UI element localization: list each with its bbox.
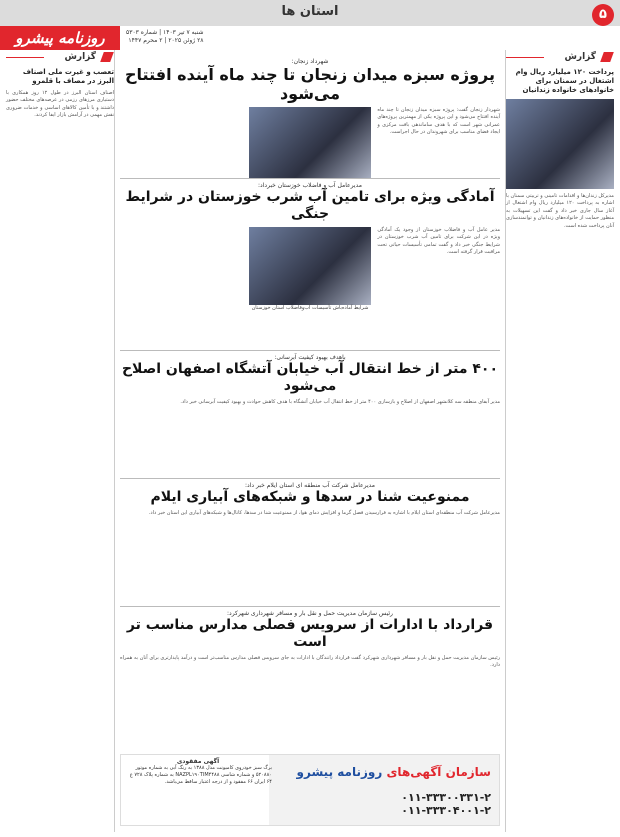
ad-title bbox=[297, 765, 491, 779]
sewing-workshop-photo bbox=[506, 99, 614, 189]
page-number: ۵ bbox=[592, 4, 614, 26]
story-body: مدیرعامل شرکت آب منطقه‌ای استان ایلام با اشاره به فرارسیدن فصل گرما و افزایش دمای هوا، از ممنوعیت شنا در سدها، کانال‌ها و شبکه‌های آبیاری این استان خبر داد. bbox=[148, 510, 500, 516]
story-khuzestan bbox=[120, 182, 500, 311]
story-body: مدیر آبفای منطقه سه کلانشهر اصفهان از اصلاح و بازسازی ۴۰۰ متر از خط انتقال آب خیابان آتشگاه با هدف کاهش حوادث و بهبود کیفیت آبرسانی خبر داد. bbox=[180, 399, 500, 405]
story-zanjan bbox=[120, 58, 500, 179]
report-tag-label: گزارش bbox=[564, 52, 596, 62]
story-divider bbox=[120, 178, 500, 179]
right-column-body: مدیرکل زندان‌ها و اقدامات تامینی و تربیتی سمنان با اشاره به پرداخت ۱۲۰ میلیارد ریال وام اشتغال از آغاز سال جاری خبر داد و گفت این تسهیلات به منظور حمایت از خانواده‌های زندانیان و توانمندسازی آنان پرداخت شده است. bbox=[506, 193, 614, 229]
tag-icon bbox=[100, 52, 114, 62]
photo-caption: شرایط آماده‌باش تأسیسات آب‌وفاضلاب استان خوزستان bbox=[251, 305, 369, 311]
advertisement-box bbox=[120, 754, 500, 826]
official-portrait-photo bbox=[249, 227, 372, 305]
story-body: رئیس سازمان مدیریت حمل و نقل بار و مسافر شهرداری شهرکرد گفت قرارداد رانندگان با ادارات به جای سرویس فصلی مدارس مناسب‌تر است و درآمد پایدارتری برای آنان به همراه دارد. bbox=[120, 655, 500, 669]
main-stories bbox=[120, 50, 500, 832]
issue-date-line-2: ۲۸ ژوئن ۲۰۲۵ | ۲ محرم ۱۴۴۷ bbox=[128, 37, 204, 44]
story-body-row bbox=[120, 107, 500, 179]
right-column bbox=[505, 50, 614, 832]
story-body-continued bbox=[120, 227, 243, 311]
story-headline: پروژه سبزه میدان زنجان تا چند ماه آینده افتتاح می‌شود bbox=[125, 65, 495, 103]
page-header bbox=[0, 0, 620, 52]
ad-title-b: روزنامه پیشرو bbox=[296, 765, 383, 779]
right-column-headline: پرداخت ۱۲۰ میلیارد ریال وام اشتغال در سمنان برای خانوادهای خانواده زندانیان bbox=[515, 68, 614, 94]
story-ilam bbox=[120, 482, 500, 517]
report-tag-label: گزارش bbox=[64, 52, 96, 62]
lost-notice-title: آگهی مفقودی bbox=[176, 758, 220, 765]
ad-phones bbox=[401, 791, 491, 817]
story-kicker: شهرداد زنجان: bbox=[291, 58, 329, 65]
story-shahrekord bbox=[120, 610, 500, 670]
lost-notice bbox=[121, 755, 275, 825]
lost-notice-text: برگ سبز خودروی کامیونت مدل ۱۳۸۸ به رنگ آبی به شماره موتور ۵۲۰۸۸۰ و شماره شاسی NAZPL۱۹۰TIM۴۴۸۸ به شماره پلاک ۷۲۸ ع ۶۴ ایران ۶۶ مفقود و از درجه اعتبار ساقط می‌باشد. bbox=[129, 765, 272, 785]
mayor-portrait-photo bbox=[249, 107, 372, 179]
story-photo-block bbox=[249, 227, 372, 311]
left-column-headline: تعصب و غیرت ملی اصناف البرز در مصاف با قلمرو bbox=[22, 68, 114, 85]
tag-rule bbox=[506, 57, 544, 58]
newspaper-logo: روزنامه پیشرو bbox=[0, 26, 120, 50]
story-divider bbox=[120, 606, 500, 607]
left-column-body: اصناف استان البرز در طول ۱۲ روز همکاری با دستیاری مرزهای رزمی در عرصه‌های مختلف حضور داشتند و با تأمین کالاهای اساسی و خدمات ضروری نقش مهمی در آرامش بازار ایفا کردند. bbox=[6, 90, 114, 119]
story-kicker: مدیرعامل شرکت آب منطقه ای استان ایلام خبر داد: bbox=[245, 482, 375, 489]
story-isfahan bbox=[120, 354, 500, 406]
story-headline: ۴۰۰ متر از خط انتقال آب خیابان آتشگاه اصفهان اصلاح می‌شود bbox=[121, 361, 499, 394]
tag-rule bbox=[6, 57, 44, 58]
ad-phone-2: ۰۱۱-۳۳۳۰۴۰۰۱-۲ bbox=[401, 804, 491, 817]
report-tag bbox=[506, 50, 614, 64]
story-kicker: رئیس سازمان مدیریت حمل و نقل بار و مسافر شهرداری شهرکرد: bbox=[227, 610, 393, 617]
story-body: شهردار زنجان گفت: پروژه سبزه میدان زنجان تا چند ماه آینده افتتاح می‌شود و این پروژه یکی از مهمترین پروژه‌های عمرانی شهر است که با هدف ساماندهی بافت مرکزی و ایجاد فضای مناسب برای شهروندان در حال اجراست. bbox=[377, 107, 500, 136]
tag-icon bbox=[600, 52, 614, 62]
issue-meta bbox=[126, 29, 204, 45]
story-kicker: باهدف بهبود کیفیت آبرسانی: bbox=[274, 354, 346, 361]
ad-title-a: سازمان آگهی‌های bbox=[386, 765, 491, 779]
ad-phone-1: ۰۱۱-۳۳۳۰۰۳۳۱-۲ bbox=[401, 791, 491, 804]
issue-date-line: شنبه ۷ تیر ۱۴۰۳ | شماره ۵۳۰۳ bbox=[126, 29, 204, 36]
section-title: استان ها bbox=[281, 4, 339, 19]
story-divider bbox=[120, 350, 500, 351]
story-kicker: مدیرعامل آب و فاضلاب خوزستان خبرداد: bbox=[258, 182, 362, 189]
left-column bbox=[6, 50, 115, 832]
story-body-continued bbox=[120, 107, 243, 179]
report-tag-left bbox=[6, 50, 114, 64]
story-body: مدیر عامل آب و فاضلاب خوزستان از وجود یک آمادگی ویژه در این شرکت برای تامین آب شرب خوزستان در شرایط جنگی خبر داد و گفت تمامی تأسیسات حیاتی تحت مراقبت قرار گرفته است. bbox=[377, 227, 500, 256]
story-headline: ممنوعیت شنا در سدها و شبکه‌های آبیاری ایلام bbox=[150, 489, 470, 505]
story-divider bbox=[120, 478, 500, 479]
story-body-row bbox=[120, 227, 500, 311]
story-headline: آمادگی ویژه برای تامین آب شرب خوزستان در شرایط جنگی bbox=[125, 189, 495, 222]
story-headline: قرارداد با ادارات از سرویس فصلی مدارس مناسب تر است bbox=[126, 617, 494, 650]
